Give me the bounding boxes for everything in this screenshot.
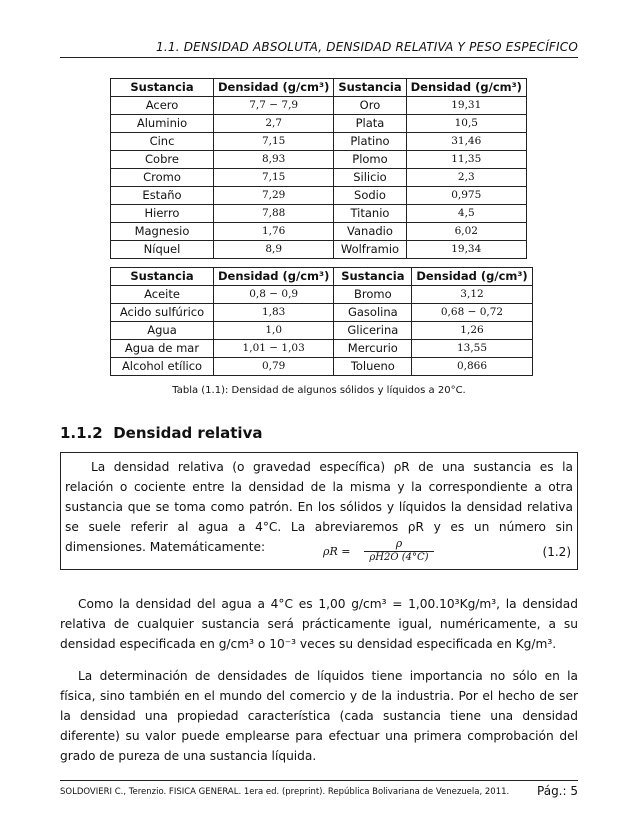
substance-cell: Glicerina: [334, 322, 412, 340]
density-cell: 0,975: [406, 187, 526, 205]
column-header: Densidad (g/cm³): [214, 79, 334, 97]
substance-cell: Acero: [111, 97, 214, 115]
density-cell: 7,88: [214, 205, 334, 223]
substance-cell: Hierro: [111, 205, 214, 223]
substance-cell: Gasolina: [334, 304, 412, 322]
density-cell: 3,12: [412, 286, 532, 304]
footer-citation: SOLDOVIERI C., Terenzio. FISICA GENERAL. 1era ed. (preprint). República Bolivariana de Venezuela, 2011.: [60, 787, 510, 797]
column-header: Densidad (g/cm³): [406, 79, 526, 97]
density-cell: 7,15: [214, 169, 334, 187]
table-row: [111, 97, 527, 115]
density-cell: 19,31: [406, 97, 526, 115]
density-table-solids: [110, 78, 527, 259]
table-row: [111, 304, 533, 322]
equation-1-2: [61, 537, 577, 567]
substance-cell: Aluminio: [111, 115, 214, 133]
substance-cell: Agua: [111, 322, 214, 340]
density-cell: 13,55: [412, 340, 532, 358]
density-cell: 8,93: [214, 151, 334, 169]
substance-cell: Vanadio: [334, 223, 406, 241]
equation-numerator: ρ: [364, 537, 434, 552]
page-number: Pág.: 5: [537, 784, 578, 798]
density-cell: 7,29: [214, 187, 334, 205]
table-row: [111, 340, 533, 358]
section-number: 1.1.2: [60, 424, 103, 442]
table-row: [111, 286, 533, 304]
substance-cell: Aceite: [111, 286, 214, 304]
equation-lhs: ρR =: [323, 545, 351, 558]
paragraph-liquid-density: La determinación de densidades de líquidos tiene importancia no sólo en la física, sino también en el mundo del comercio y de la industria. Por el hecho de ser la densidad una propiedad característica (cada sustancia tiene una densidad diferente) su valor puede emplearse para efectuar una primera comprobación del grado de pureza de una sustancia líquida.: [60, 669, 578, 763]
table-row: [111, 133, 527, 151]
equation-denominator: ρH2O (4°C): [369, 552, 429, 563]
density-cell: 1,76: [214, 223, 334, 241]
table-row: [111, 151, 527, 169]
substance-cell: Oro: [334, 97, 406, 115]
substance-cell: Wolframio: [334, 241, 406, 259]
substance-cell: Bromo: [334, 286, 412, 304]
column-header: Sustancia: [334, 268, 412, 286]
column-header: Densidad (g/cm³): [412, 268, 532, 286]
table-row: [111, 241, 527, 259]
page-footer: [60, 780, 578, 797]
running-header: 1.1. DENSIDAD ABSOLUTA, DENSIDAD RELATIVA Y PESO ESPECÍFICO: [60, 40, 578, 58]
density-cell: 10,5: [406, 115, 526, 133]
density-cell: 2,3: [406, 169, 526, 187]
substance-cell: Alcohol etílico: [111, 358, 214, 376]
section-heading: [60, 424, 262, 442]
table-row: [111, 115, 527, 133]
column-header: Densidad (g/cm³): [214, 268, 334, 286]
density-cell: 7,15: [214, 133, 334, 151]
table-row: [111, 205, 527, 223]
substance-cell: Sodio: [334, 187, 406, 205]
density-cell: 0,8 − 0,9: [214, 286, 334, 304]
density-cell: 1,83: [214, 304, 334, 322]
table-caption: Tabla (1.1): Densidad de algunos sólidos y líquidos a 20°C.: [172, 385, 466, 396]
table-row: [111, 322, 533, 340]
equation-number: (1.2): [542, 545, 571, 559]
density-cell: 6,02: [406, 223, 526, 241]
table-row: [111, 169, 527, 187]
substance-cell: Cobre: [111, 151, 214, 169]
definition-box: [60, 452, 578, 570]
section-title: Densidad relativa: [113, 424, 263, 442]
substance-cell: Platino: [334, 133, 406, 151]
density-cell: 0,79: [214, 358, 334, 376]
substance-cell: Magnesio: [111, 223, 214, 241]
density-table-liquids: [110, 267, 533, 376]
density-cell: 7,7 − 7,9: [214, 97, 334, 115]
definition-text: La densidad relativa (o gravedad específica) ρR de una sustancia es la relación o cociente entre la densidad de la misma y la correspondiente a otra sustancia que se toma como patrón. En los sólidos y líquidos la densidad relativa se suele referir al agua a 4°C. La abreviaremos ρR y es un número sin dimensiones. Matemáticamente:: [65, 460, 573, 554]
density-cell: 0,68 − 0,72: [412, 304, 532, 322]
density-cell: 19,34: [406, 241, 526, 259]
substance-cell: Cinc: [111, 133, 214, 151]
substance-cell: Cromo: [111, 169, 214, 187]
substance-cell: Tolueno: [334, 358, 412, 376]
density-cell: 1,0: [214, 322, 334, 340]
density-cell: 1,01 − 1,03: [214, 340, 334, 358]
table-row: [111, 223, 527, 241]
density-cell: 4,5: [406, 205, 526, 223]
density-cell: 2,7: [214, 115, 334, 133]
table-row: [111, 358, 533, 376]
substance-cell: Plomo: [334, 151, 406, 169]
column-header: Sustancia: [334, 79, 406, 97]
density-cell: 1,26: [412, 322, 532, 340]
table-row: [111, 187, 527, 205]
substance-cell: Titanio: [334, 205, 406, 223]
density-cell: 0,866: [412, 358, 532, 376]
column-header: Sustancia: [111, 268, 214, 286]
substance-cell: Estaño: [111, 187, 214, 205]
substance-cell: Plata: [334, 115, 406, 133]
substance-cell: Agua de mar: [111, 340, 214, 358]
substance-cell: Mercurio: [334, 340, 412, 358]
density-cell: 31,46: [406, 133, 526, 151]
paragraph-water-density: Como la densidad del agua a 4°C es 1,00 g/cm³ = 1,00.10³Kg/m³, la densidad relativa de cualquier sustancia será prácticamente igual, numéricamente, a su densidad especificada en g/cm³ o 10⁻³ veces su densidad especificada en Kg/m³.: [60, 597, 578, 651]
equation-fraction: [364, 537, 434, 563]
substance-cell: Acido sulfúrico: [111, 304, 214, 322]
column-header: Sustancia: [111, 79, 214, 97]
substance-cell: Níquel: [111, 241, 214, 259]
substance-cell: Silicio: [334, 169, 406, 187]
density-cell: 8,9: [214, 241, 334, 259]
density-cell: 11,35: [406, 151, 526, 169]
